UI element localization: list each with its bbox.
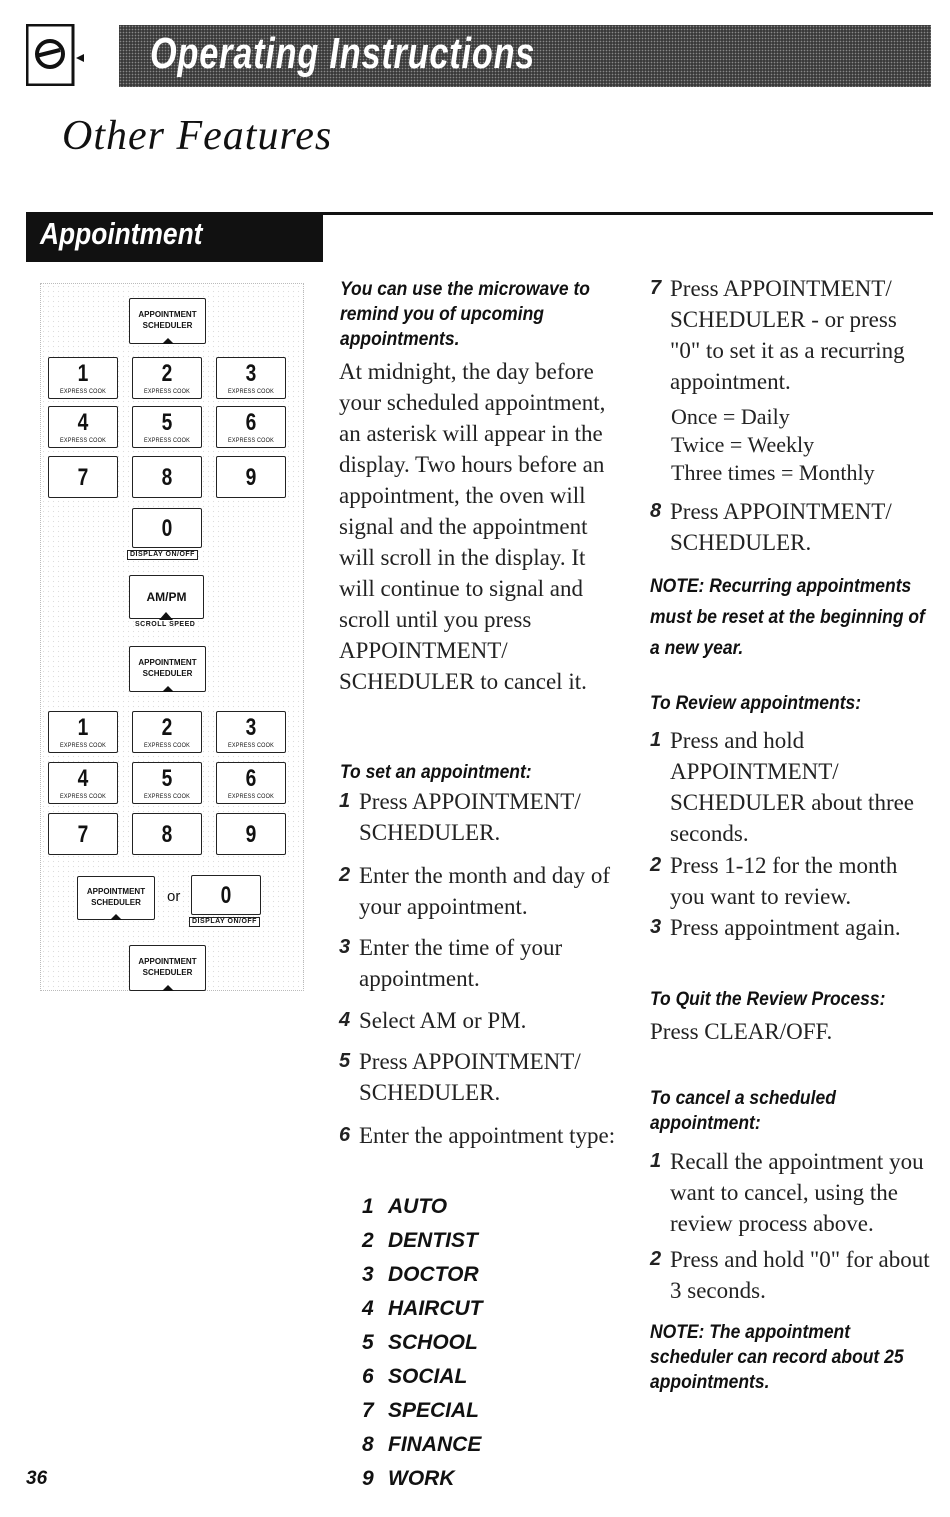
digit-key-0: 0 [191, 875, 261, 915]
review-step: 3 Press appointment again. [650, 915, 901, 940]
appointment-type: 3 DOCTOR [362, 1263, 479, 1286]
keypad-illustration [40, 283, 304, 991]
digit-key-9: 9 [216, 456, 286, 498]
page-subtitle: Other Features [62, 113, 333, 159]
set-step: 1 Press APPOINTMENT/ SCHEDULER. [339, 789, 581, 845]
digit-key-5: 5 EXPRESS COOK [132, 406, 202, 448]
digit-key-2: 2 EXPRESS COOK [132, 711, 202, 753]
appointment-type: 2 DENTIST [362, 1229, 478, 1252]
set-step: 5 Press APPOINTMENT/ SCHEDULER. [339, 1049, 581, 1105]
set-step: 4 Select AM or PM. [339, 1008, 527, 1033]
or-label: or [167, 888, 181, 905]
set-step: 3 Enter the time of your appointment. [339, 935, 563, 991]
digit-key-3: 3 EXPRESS COOK [216, 357, 286, 399]
section-title: Appointment [40, 216, 203, 251]
page-number: 36 [26, 1468, 48, 1489]
review-step: 1 Press and hold APPOINTMENT/ SCHEDULER about three seconds. [650, 728, 915, 846]
arrow-up-icon [162, 338, 174, 344]
key-label: APPOINTMENT [138, 310, 197, 319]
appointment-type: 7 SPECIAL [362, 1399, 480, 1422]
banner-title: Operating Instructions [150, 29, 536, 78]
recurring-list [671, 403, 875, 487]
appointment-type: 5 SCHOOL [362, 1331, 478, 1354]
intro-body: At midnight, the day before your scheduled appointment, an asterisk will appear in the display. Two hours before an appointment, the oven will signal and the appointment will scroll in the display. It will continue to signal and scroll until you press APPOINTMENT/ SCHEDULER to cancel it. [339, 359, 606, 694]
digit-key-6: 6 EXPRESS COOK [216, 762, 286, 804]
digit-key-1: 1 EXPRESS COOK [48, 357, 118, 399]
capacity-note: NOTE: The appointment scheduler can record about 25 appointments. [650, 1322, 904, 1393]
digit-key-6: 6 EXPRESS COOK [216, 406, 286, 448]
arrow-up-icon [159, 612, 173, 620]
set-step: 8 Press APPOINTMENT/ SCHEDULER. [650, 499, 892, 555]
recurring-item: Once = Daily [671, 404, 790, 429]
appointment-type: 6 SOCIAL [362, 1365, 468, 1388]
appointment-type: 1 AUTO [362, 1195, 448, 1218]
arrow-up-icon [110, 914, 122, 920]
digit-key-0: 0 [132, 508, 202, 548]
am-pm-key: AM/PM [129, 575, 204, 619]
set-step: 6 Enter the appointment type: [339, 1123, 616, 1148]
digit-key-7: 7 [48, 813, 118, 855]
display-on-off-label: DISPLAY ON/OFF [127, 550, 198, 560]
recurring-note: NOTE: Recurring appointments must be reset at the beginning of a new year. [650, 576, 925, 659]
key-label: SCHEDULER [142, 321, 193, 330]
appointment-type: 8 FINANCE [362, 1433, 482, 1456]
appointment-scheduler-key [129, 298, 206, 344]
recurring-item: Three times = Monthly [671, 460, 875, 485]
digit-key-5: 5 EXPRESS COOK [132, 762, 202, 804]
digit-key-4: 4 EXPRESS COOK [48, 406, 118, 448]
intro-heading: You can use the microwave to remind you of upcoming appointments. [340, 279, 590, 350]
appointment-scheduler-key: APPOINTMENT SCHEDULER [129, 945, 206, 991]
appointment-scheduler-key: APPOINTMENT SCHEDULER [129, 646, 206, 692]
digit-key-4: 4 EXPRESS COOK [48, 762, 118, 804]
review-step: 2 Press 1-12 for the month you want to review. [650, 853, 898, 909]
cancel-step: 2 Press and hold "0" for about 3 seconds. [650, 1247, 930, 1303]
arrow-up-icon [162, 985, 174, 991]
digit-key-2: 2 EXPRESS COOK [132, 357, 202, 399]
digit-key-8: 8 [132, 813, 202, 855]
arrow-up-icon [162, 686, 174, 692]
review-heading: To Review appointments: [650, 693, 862, 714]
recurring-item: Twice = Weekly [671, 432, 815, 457]
cancel-heading: To cancel a scheduled appointment: [650, 1088, 836, 1134]
manual-logo-icon [26, 24, 88, 86]
set-heading: To set an appointment: [340, 762, 532, 783]
digit-key-1: 1 EXPRESS COOK [48, 711, 118, 753]
quit-body: Press CLEAR/OFF. [650, 1019, 833, 1044]
digit-key-7: 7 [48, 456, 118, 498]
digit-key-8: 8 [132, 456, 202, 498]
appointment-type: 4 HAIRCUT [362, 1297, 483, 1320]
set-step: 2 Enter the month and day of your appointment. [339, 863, 611, 919]
cancel-step: 1 Recall the appointment you want to cancel, using the review process above. [650, 1149, 924, 1236]
display-on-off-label: DISPLAY ON/OFF [189, 917, 260, 927]
appointment-scheduler-key: APPOINTMENT SCHEDULER [77, 876, 155, 920]
digit-key-9: 9 [216, 813, 286, 855]
scroll-speed-label: SCROLL SPEED [135, 621, 196, 628]
appointment-type: 9 WORK [362, 1467, 455, 1490]
set-step: 7 Press APPOINTMENT/ SCHEDULER - or press "0" to set it as a recurring appointment. [650, 276, 905, 394]
digit-key-3: 3 EXPRESS COOK [216, 711, 286, 753]
quit-heading: To Quit the Review Process: [650, 989, 886, 1010]
